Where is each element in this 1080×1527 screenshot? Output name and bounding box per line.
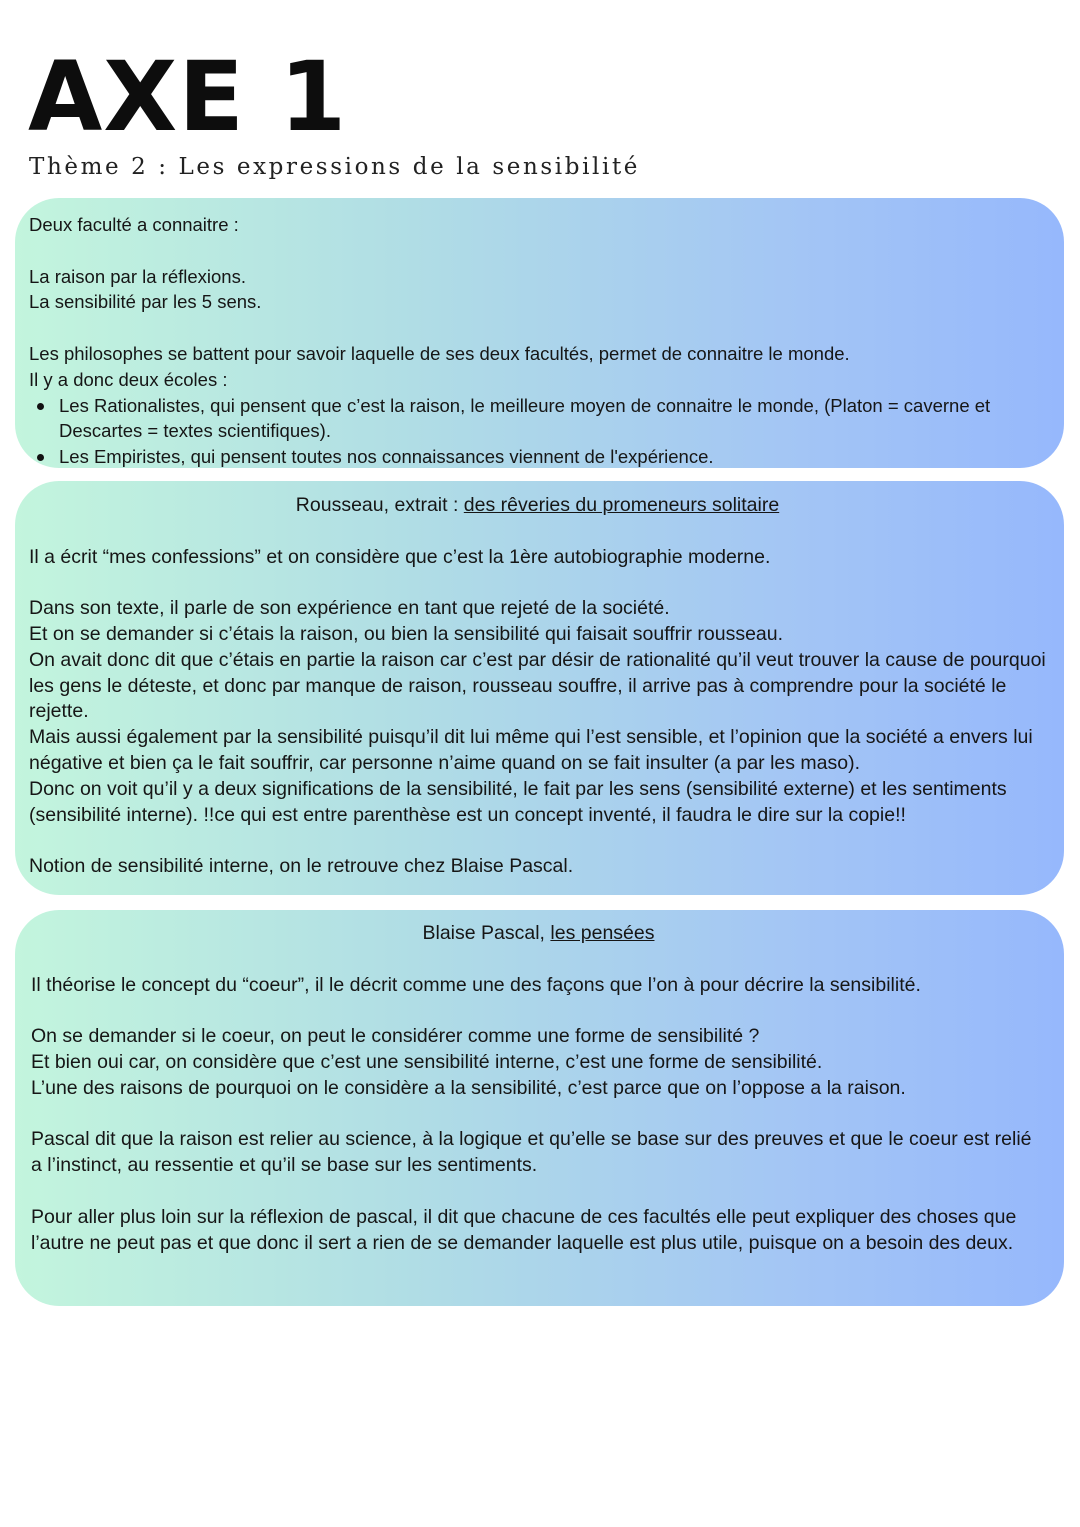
card1-paragraph: Les philosophes se battent pour savoir laquelle de ses deux facultés, permet de connaitre le monde. <box>29 342 850 364</box>
card3-heading-work: les pensées <box>550 922 655 944</box>
list-item: Les Rationalistes, qui pensent que c’est la raison, le meilleure moyen de connaitre le monde, (Platon = caverne et Descartes = textes scientifiques). <box>59 393 1044 445</box>
card3-heading <box>31 921 1046 947</box>
card1-intro: Deux faculté a connaitre : <box>29 214 239 235</box>
card-rousseau <box>15 481 1064 895</box>
card2-heading-work: des rêveries du promeneurs solitaire <box>463 494 780 516</box>
page-title: AXE 1 <box>28 41 348 153</box>
card1-line-sensibilite: La sensibilité par les 5 sens. <box>29 291 262 313</box>
card3-paragraph: Pascal dit que la raison est relier au science, à la logique et qu’elle se base sur des preuves et que le coeur est relié a l’instinct, au ressentie et qu’il se base sur les sentiments. <box>31 1128 1032 1177</box>
card2-paragraph: Notion de sensibilité interne, on le retrouve chez Blaise Pascal. <box>29 855 574 878</box>
card3-paragraph: Il théorise le concept du “coeur”, il le décrit comme une des façons que l’on à pour décrire la sensibilité. <box>31 973 921 996</box>
card3-paragraph: On se demander si le coeur, on peut le considérer comme une forme de sensibilité ? <box>31 1025 760 1048</box>
card2-paragraph: Mais aussi également par la sensibilité puisqu’il dit lui même qui l’est sensible, et l’opinion que la société a envers lui négative et bien ça le fait souffrir, car personne n’aime quand on se fait insulter (a par les maso). <box>29 726 1033 774</box>
card-pascal <box>15 910 1064 1306</box>
card2-heading <box>29 493 1046 519</box>
card3-heading-prefix: Blaise Pascal, <box>422 922 551 944</box>
card2-paragraph: Dans son texte, il parle de son expérience en tant que rejeté de la société. <box>29 597 670 620</box>
card-facultes <box>15 198 1064 468</box>
card1-ecoles: Il y a donc deux écoles : <box>29 368 228 390</box>
card1-line-raison: La raison par la réflexions. <box>29 265 246 287</box>
ecoles-list <box>29 393 1044 470</box>
card2-paragraph: Donc on voit qu’il y a deux significations de la sensibilité, le fait par les sens (sensibilité externe) et les sentiments (sensibilité interne). !!ce qui est entre parenthèse est un concept inventé, il faudra le dire sur la copie!! <box>29 777 1007 826</box>
page-subtitle: Thème 2 : Les expressions de la sensibilité <box>29 154 641 180</box>
card2-heading-prefix: Rousseau, extrait : <box>295 494 464 516</box>
card3-paragraph: Pour aller plus loin sur la réflexion de pascal, il dit que chacune de ces facultés elle peut expliquer des choses que l’autre ne peut pas et que donc il sert a rien de se demander laquelle est plus utile, puisque on a besoin des deux. <box>31 1205 1017 1254</box>
list-item: Les Empiristes, qui pensent toutes nos connaissances viennent de l'expérience. <box>59 444 1044 470</box>
card2-paragraph: Et on se demander si c’étais la raison, ou bien la sensibilité qui faisait souffrir rousseau. <box>29 622 784 645</box>
card3-paragraph: L’une des raisons de pourquoi on le considère a la sensibilité, c’est parce que on l’oppose a la raison. <box>31 1076 906 1099</box>
card3-paragraph: Et bien oui car, on considère que c’est une sensibilité interne, c’est une forme de sensibilité. <box>31 1050 823 1073</box>
card2-paragraph: Il a écrit “mes confessions” et on considère que c’est la 1ère autobiographie moderne. <box>29 545 771 568</box>
card2-paragraph: On avait donc dit que c’étais en partie la raison car c’est par désir de rationalité qu’il veut trouver la cause de pourquoi les gens le déteste, et donc par manque de raison, rousseau souffre, il arrive pas à comprendre pour la société le rejette. <box>29 648 1046 723</box>
